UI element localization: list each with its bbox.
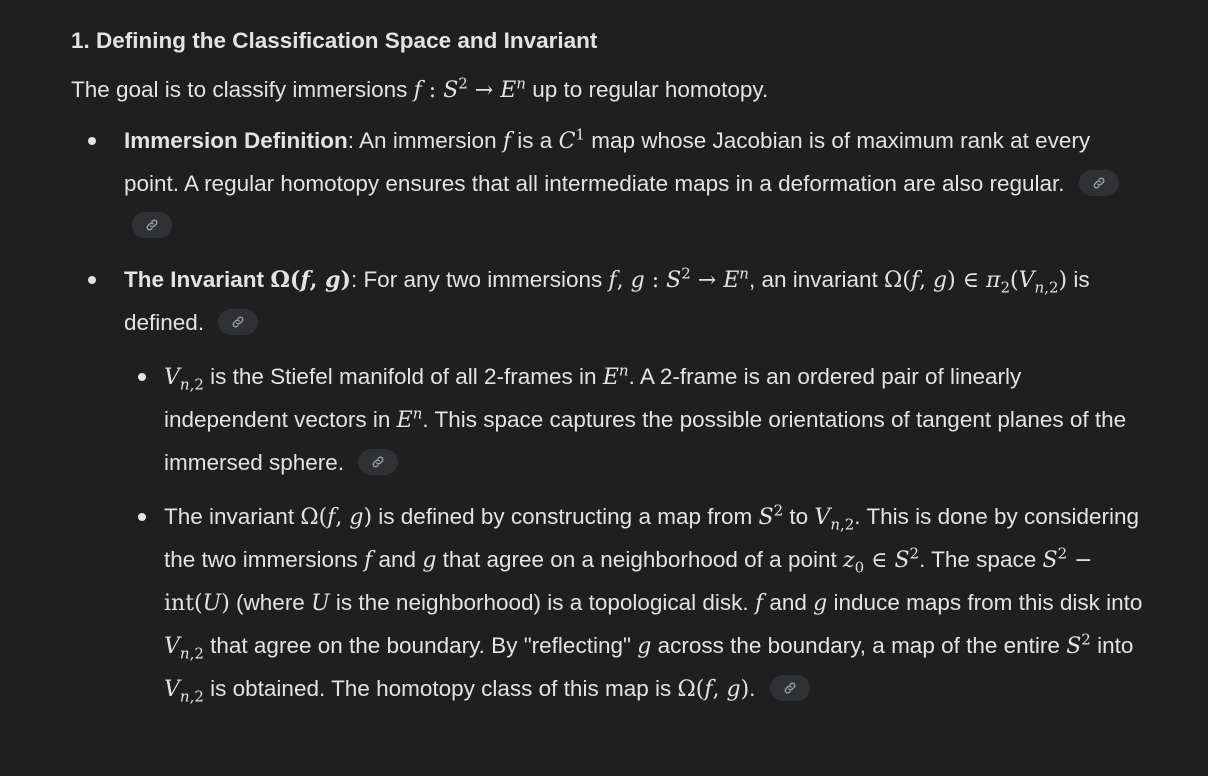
- source-link-chip[interactable]: [358, 449, 398, 475]
- list-item-the-invariant: The Invariant Ω(f, g): For any two immersions f, g : $S^2 \to E^n$, an invariant Ω(f, g) ∈ $\pi_2(V_{n,2})$ is defined. $V_{n,2}$ is the Stiefel manifold of all 2-frames in $E^n$. A 2-frame is an ordered pair of linearly independent vectors in $E^n$. This space captures the possible orientations of tangent planes of the immersed sphere. The invariant Ω(f, g) is defined by constructing a map from $S^2$ to $V_{n,2}$. This is done by considering the two immersions f and g that agree on a neighborhood of a point $z_0$ ∈ $S^2$. The space $S^2 - int(U)$ (where U is the neighborhood) is a topological disk. f and g induce maps from this disk into $V_{n,2}$ that agree on the boundary. By "reflecting" g across the boundary, a map of the entire $S^2$ into $V_{n,2}$ is obtained. The homotopy class of this map is Ω(f, g).: [71, 259, 1151, 711]
- source-link-chip[interactable]: [770, 675, 810, 701]
- link-icon: [145, 218, 159, 232]
- response-content: [71, 24, 1151, 723]
- bullet-list: [71, 120, 1151, 711]
- list-item-invariant-construction: The invariant Ω(f, g) is defined by constructing a map from $S^2$ to $V_{n,2}$. This is done by considering the two immersions f and g that agree on a neighborhood of a point $z_0$ ∈ $S^2$. The space $S^2 - int(U)$ (where U is the neighborhood) is a topological disk. f and g induce maps from this disk into $V_{n,2}$ that agree on the boundary. By "reflecting" g across the boundary, a map of the entire $S^2$ into $V_{n,2}$ is obtained. The homotopy class of this map is Ω(f, g).: [124, 496, 1151, 711]
- math-intro: f : $S^2 \to E^n$: [413, 74, 526, 103]
- source-link-chip[interactable]: [132, 212, 172, 238]
- intro-paragraph: The goal is to classify immersions f : $S^2 \to E^n$ up to regular homotopy.: [71, 74, 769, 103]
- source-link-chip[interactable]: [1079, 170, 1119, 196]
- source-link-chip[interactable]: [218, 309, 258, 335]
- link-icon: [371, 455, 385, 469]
- list-item-immersion-definition: Immersion Definition: An immersion f is a $C^1$ map whose Jacobian is of maximum rank at every point. A regular homotopy ensures that all intermediate maps in a deformation are also regular.: [71, 120, 1151, 247]
- list-item-stiefel-manifold: $V_{n,2}$ is the Stiefel manifold of all 2-frames in $E^n$. A 2-frame is an ordered pair of linearly independent vectors in $E^n$. This space captures the possible orientations of tangent planes of the immersed sphere.: [124, 356, 1151, 484]
- section-heading: 1. Defining the Classification Space and Invariant: [71, 28, 598, 53]
- bullet-label: The Invariant Ω(f, g): [124, 267, 351, 293]
- link-icon: [783, 681, 797, 695]
- bullet-label: Immersion Definition: [124, 128, 348, 153]
- link-icon: [1092, 176, 1106, 190]
- sub-bullet-list: [124, 356, 1151, 711]
- link-icon: [231, 315, 245, 329]
